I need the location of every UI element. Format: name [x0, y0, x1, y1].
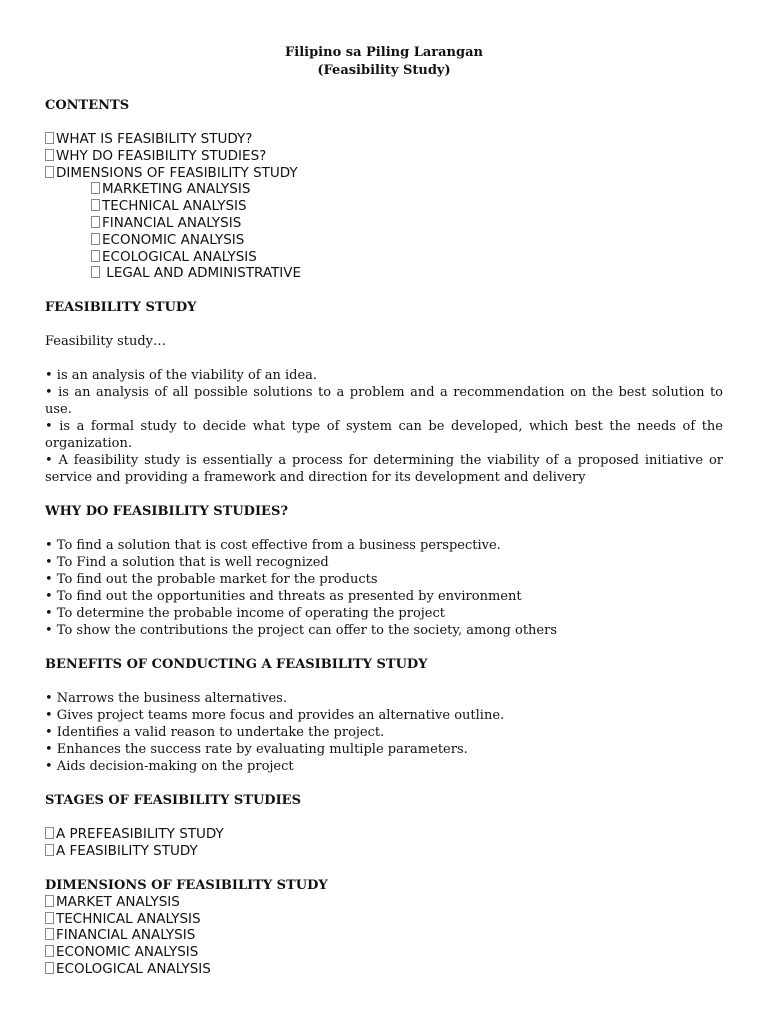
checkbox-icon	[45, 912, 54, 924]
list-item: FINANCIAL ANALYSIS	[45, 927, 723, 944]
contents-subitem: ECOLOGICAL ANALYSIS	[45, 249, 723, 266]
list-item: • Enhances the success rate by evaluating multiple parameters.	[45, 742, 468, 758]
list-item: A PREFEASIBILITY STUDY	[45, 826, 723, 843]
checkbox-icon	[91, 182, 100, 194]
list-item: • To show the contributions the project can offer to the society, among others	[45, 623, 557, 639]
feasibility-intro: Feasibility study…	[45, 334, 167, 350]
checkbox-icon	[91, 233, 100, 245]
list-item: • To determine the probable income of operating the project	[45, 606, 446, 622]
list-item: • Gives project teams more focus and provides an alternative outline.	[45, 708, 505, 724]
checkbox-icon	[91, 266, 100, 278]
checkbox-icon	[45, 166, 54, 178]
list-item: • Narrows the business alternatives.	[45, 691, 287, 707]
list-item: A FEASIBILITY STUDY	[45, 843, 723, 860]
stages-heading: STAGES OF FEASIBILITY STUDIES	[45, 793, 301, 809]
list-item: ECOLOGICAL ANALYSIS	[45, 961, 723, 978]
checkbox-icon	[45, 827, 54, 839]
checkbox-icon	[45, 928, 54, 940]
list-item: • is an analysis of all possible solutions to a problem and a recommendation on the best solution to use.	[45, 385, 723, 418]
why-bullets	[45, 537, 723, 639]
checkbox-icon	[91, 250, 100, 262]
list-item: • Aids decision-making on the project	[45, 759, 294, 775]
contents-subitem: ECONOMIC ANALYSIS	[45, 232, 723, 249]
list-item: • To find out the probable market for the products	[45, 572, 378, 588]
list-item: • To find out the opportunities and threats as presented by environment	[45, 589, 522, 605]
checkbox-icon	[45, 945, 54, 957]
contents-list	[45, 131, 723, 282]
checkbox-icon	[45, 149, 54, 161]
title-line-1: Filipino sa Piling Larangan	[285, 45, 483, 60]
checkbox-icon	[45, 132, 54, 144]
dimensions-heading: DIMENSIONS OF FEASIBILITY STUDY	[45, 877, 328, 893]
checkbox-icon	[45, 962, 54, 974]
contents-subitem: MARKETING ANALYSIS	[45, 181, 723, 198]
list-item: • To find a solution that is cost effective from a business perspective.	[45, 538, 501, 554]
list-item: • A feasibility study is essentially a process for determining the viability of a proposed initiative or service and providing a framework and direction for its development and delivery	[45, 453, 723, 486]
contents-subitem: LEGAL AND ADMINISTRATIVE	[45, 265, 723, 282]
contents-item: DIMENSIONS OF FEASIBILITY STUDY	[45, 165, 723, 182]
contents-subitem: FINANCIAL ANALYSIS	[45, 215, 723, 232]
list-item: MARKET ANALYSIS	[45, 894, 723, 911]
contents-heading: CONTENTS	[45, 98, 130, 113]
benefits-bullets	[45, 690, 723, 775]
document-title	[45, 44, 723, 80]
dimensions-list	[45, 894, 723, 978]
list-item: • is an analysis of the viability of an idea.	[45, 368, 318, 384]
stages-list	[45, 826, 723, 860]
list-item: • To Find a solution that is well recognized	[45, 555, 329, 571]
contents-item: WHY DO FEASIBILITY STUDIES?	[45, 148, 723, 165]
list-item: ECONOMIC ANALYSIS	[45, 944, 723, 961]
feasibility-bullets	[45, 367, 723, 486]
checkbox-icon	[91, 216, 100, 228]
list-item: • is a formal study to decide what type of system can be developed, which best the needs of the organization.	[45, 419, 723, 452]
checkbox-icon	[91, 199, 100, 211]
contents-subitem: TECHNICAL ANALYSIS	[45, 198, 723, 215]
why-heading: WHY DO FEASIBILITY STUDIES?	[45, 504, 288, 520]
checkbox-icon	[45, 844, 54, 856]
list-item: TECHNICAL ANALYSIS	[45, 911, 723, 928]
feasibility-heading: FEASIBILITY STUDY	[45, 300, 197, 316]
benefits-heading: BENEFITS OF CONDUCTING A FEASIBILITY STUDY	[45, 657, 428, 673]
contents-item: WHAT IS FEASIBILITY STUDY?	[45, 131, 723, 148]
list-item: • Identifies a valid reason to undertake the project.	[45, 725, 385, 741]
title-line-2: (Feasibility Study)	[317, 63, 451, 78]
checkbox-icon	[45, 895, 54, 907]
